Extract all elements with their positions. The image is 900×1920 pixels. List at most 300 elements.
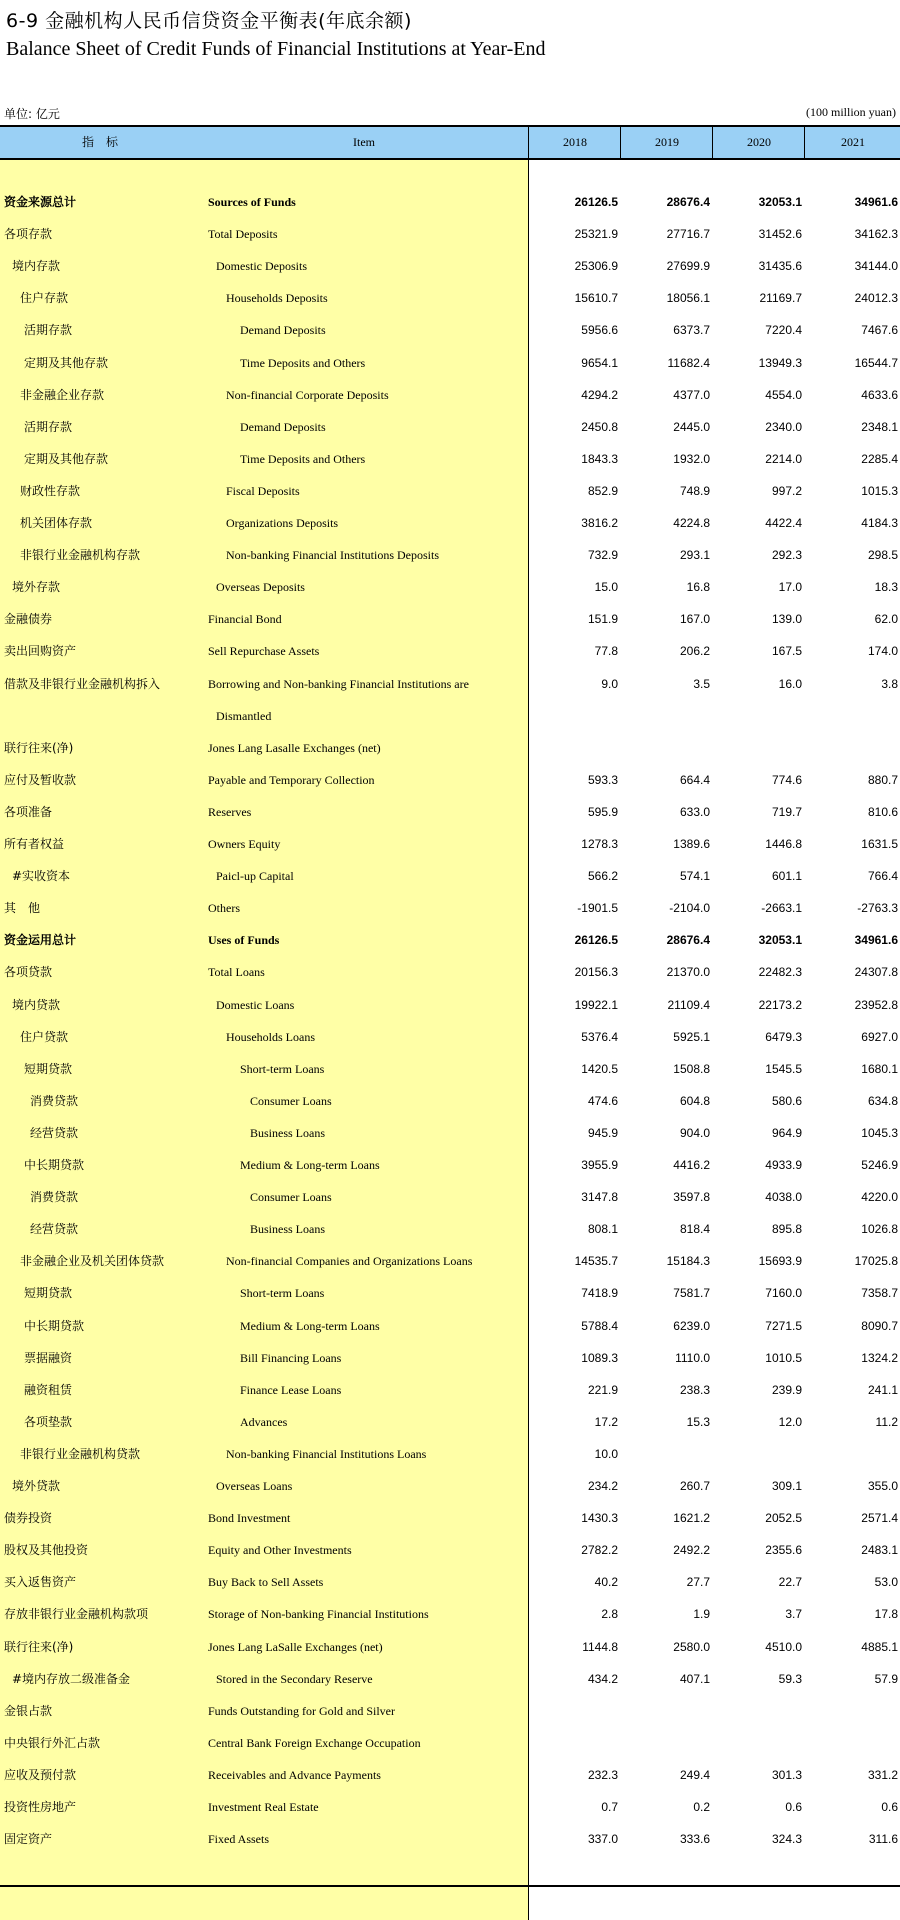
row-label-en: Non-banking Financial Institutions Loans <box>226 1446 427 1461</box>
row-label-cn: 非银行业金融机构存款 <box>20 548 141 563</box>
row-label-cn: 境内贷款 <box>12 997 61 1012</box>
table-row <box>0 924 900 956</box>
row-value-2020: 167.5 <box>771 644 802 659</box>
table-row <box>0 764 900 796</box>
row-label-cn: 股权及其他投资 <box>4 1543 89 1558</box>
row-value-2021: 7358.7 <box>861 1286 898 1301</box>
row-value-2020: 580.6 <box>771 1093 802 1108</box>
row-label-en: Investment Real Estate <box>208 1800 319 1814</box>
row-value-2020: 1446.8 <box>765 837 802 851</box>
row-value-2020: 17.0 <box>778 580 802 595</box>
row-value-2021: 7467.6 <box>861 323 898 338</box>
row-label-en: Households Loans <box>226 1029 315 1044</box>
table-row <box>0 571 900 603</box>
row-value-2019: 4224.8 <box>673 516 710 530</box>
row-label-cn: 买入返售资产 <box>4 1575 77 1590</box>
row-value-2019: 604.8 <box>679 1093 710 1108</box>
row-label-cn: 中央银行外汇占款 <box>4 1735 101 1750</box>
row-value-2019: 633.0 <box>679 804 710 819</box>
row-value-2019: 818.4 <box>679 1222 710 1237</box>
row-label-cn: 消费贷款 <box>30 1190 79 1205</box>
table-row <box>0 1791 900 1823</box>
row-value-2021: 23952.8 <box>854 997 898 1012</box>
row-label-en: Medium & Long-term Loans <box>240 1318 380 1333</box>
row-value-2018: 9.0 <box>601 676 618 691</box>
row-label-cn: 财政性存款 <box>20 483 81 498</box>
row-label-cn: 联行往来(净) <box>4 740 74 755</box>
row-value-2020 <box>712 700 802 732</box>
row-label-en: Non-financial Companies and Organizations Loans <box>226 1254 473 1269</box>
row-value-2019: 27.7 <box>686 1575 710 1590</box>
row-label-en: Time Deposits and Others <box>240 355 366 370</box>
row-label-cn: 各项贷款 <box>4 965 53 980</box>
table-row <box>0 218 900 250</box>
table-row <box>0 1695 900 1727</box>
table-row <box>0 1374 900 1406</box>
table-body <box>0 160 900 1920</box>
table-row <box>0 603 900 635</box>
row-label-en: Demand Deposits <box>240 323 326 338</box>
row-value-2018: 1089.3 <box>581 1350 618 1365</box>
row-value-2021: 880.7 <box>867 772 898 787</box>
row-label-cn: 非银行业金融机构贷款 <box>20 1446 141 1461</box>
table-row <box>0 443 900 475</box>
row-value-2021: 1631.5 <box>861 837 898 851</box>
row-label-en: Overseas Deposits <box>216 580 305 595</box>
row-value-2019: 167.0 <box>679 612 710 627</box>
row-value-2019: 2445.0 <box>673 419 710 434</box>
row-value-2021: 634.8 <box>867 1093 898 1108</box>
row-label-cn: 境外存款 <box>12 580 61 595</box>
row-value-2021: 57.9 <box>874 1671 898 1686</box>
row-value-2020: 15693.9 <box>758 1254 802 1269</box>
row-value-2020: 719.7 <box>771 804 802 819</box>
row-value-2020: 309.1 <box>771 1479 802 1493</box>
row-value-2020: 21169.7 <box>759 291 802 306</box>
row-label-en: Jones Lang Lasalle Exchanges (net) <box>208 740 381 755</box>
row-value-2021: 1045.3 <box>861 1125 898 1140</box>
row-value-2018: 3147.8 <box>581 1190 618 1205</box>
table-row <box>0 700 900 732</box>
row-label-en: Payable and Temporary Collection <box>208 772 375 787</box>
row-value-2020: 1010.5 <box>765 1350 802 1365</box>
row-value-2018: 4294.2 <box>581 387 618 402</box>
row-value-2018: 10.0 <box>594 1446 618 1461</box>
row-value-2021: 2348.1 <box>861 419 898 434</box>
row-label-en: Non-banking Financial Institutions Deposits <box>226 548 439 563</box>
row-value-2018: 852.9 <box>587 483 618 498</box>
table-row <box>0 1245 900 1277</box>
row-value-2018: 1144.8 <box>582 1639 618 1654</box>
header-year-2020: 2020 <box>712 127 805 158</box>
table-header <box>0 125 900 160</box>
row-value-2021: 24307.8 <box>854 965 898 980</box>
row-value-2020: 22.7 <box>778 1575 802 1590</box>
row-label-en: Receivables and Advance Payments <box>208 1767 381 1782</box>
row-value-2018: 15.0 <box>594 580 618 595</box>
row-value-2021: 34961.6 <box>854 933 898 948</box>
row-value-2019: 2492.2 <box>673 1543 710 1558</box>
row-value-2018: 14535.7 <box>574 1254 618 1269</box>
table-row <box>0 1021 900 1053</box>
row-label-cn: 固定资产 <box>4 1832 53 1847</box>
row-value-2019: 27699.9 <box>666 259 710 274</box>
row-label-cn: 中长期贷款 <box>24 1318 85 1333</box>
row-value-2021: 18.3 <box>874 580 898 595</box>
row-value-2019: 28676.4 <box>666 195 710 209</box>
row-label-en: Households Deposits <box>226 291 328 306</box>
row-label-cn: 经营贷款 <box>30 1222 79 1237</box>
row-value-2018: 732.9 <box>587 548 618 563</box>
row-value-2019: 1932.0 <box>673 451 710 466</box>
row-value-2020: 22482.3 <box>758 965 802 980</box>
header-year-2019: 2019 <box>620 127 713 158</box>
row-value-2021: 17025.8 <box>854 1254 898 1269</box>
row-value-2018: -1901.5 <box>577 901 618 916</box>
row-value-2018: 7418.9 <box>581 1286 618 1301</box>
row-value-2021: 1026.8 <box>861 1222 898 1237</box>
row-value-2018: 17.2 <box>594 1414 618 1429</box>
row-value-2021 <box>808 1727 898 1759</box>
row-value-2018: 1843.3 <box>581 451 618 466</box>
row-value-2019: 293.1 <box>679 548 710 563</box>
row-value-2021: 34144.0 <box>854 259 898 274</box>
row-value-2021 <box>808 1695 898 1727</box>
row-value-2020: 4510.0 <box>765 1639 802 1654</box>
table-row <box>0 475 900 507</box>
row-value-2021: 24012.3 <box>854 291 898 306</box>
row-value-2018: 593.3 <box>587 772 618 787</box>
row-value-2020: 964.9 <box>771 1125 802 1140</box>
row-value-2020: 239.9 <box>771 1382 802 1397</box>
row-label-cn: 定期及其他存款 <box>24 355 109 370</box>
table-row <box>0 411 900 443</box>
row-value-2018: 2782.2 <box>581 1543 618 1558</box>
row-label-en: Medium & Long-term Loans <box>240 1158 380 1172</box>
row-label-cn: 住户贷款 <box>20 1029 69 1044</box>
table-row <box>0 1149 900 1181</box>
row-label-en: Uses of Funds <box>208 933 280 948</box>
row-value-2018: 25306.9 <box>574 259 618 274</box>
row-value-2019: 27716.7 <box>666 227 710 242</box>
row-value-2021: 4184.3 <box>861 516 898 530</box>
table-bottom-rule <box>0 1885 900 1887</box>
table-row <box>0 1598 900 1630</box>
row-label-cn: 票据融资 <box>24 1350 73 1365</box>
row-value-2021: 5246.9 <box>861 1158 898 1172</box>
row-label-cn: 中长期贷款 <box>24 1158 85 1172</box>
row-value-2021: 241.1 <box>867 1382 898 1397</box>
row-value-2020: 601.1 <box>771 869 802 884</box>
row-value-2019: 574.1 <box>679 869 710 884</box>
row-value-2020: -2663.1 <box>761 901 802 916</box>
row-label-cn: 非金融企业存款 <box>20 387 105 402</box>
row-label-en: Paicl-up Capital <box>216 869 294 884</box>
row-value-2019: 1389.6 <box>673 837 710 851</box>
row-value-2020: 32053.1 <box>758 195 802 209</box>
row-value-2020: 31452.6 <box>758 227 802 242</box>
row-value-2021: 4885.1 <box>861 1639 898 1654</box>
table-row <box>0 250 900 282</box>
table-row <box>0 379 900 411</box>
row-label-en: Sell Repurchase Assets <box>208 644 320 659</box>
row-value-2018 <box>528 1727 618 1759</box>
row-value-2018: 595.9 <box>587 804 618 819</box>
row-value-2021: 34961.6 <box>854 195 898 209</box>
row-value-2019: 28676.4 <box>666 933 710 948</box>
row-value-2021: 53.0 <box>874 1575 898 1590</box>
row-value-2020: 292.3 <box>771 548 802 563</box>
row-value-2019: 16.8 <box>686 580 710 595</box>
row-value-2018: 5788.4 <box>581 1318 618 1333</box>
table-row <box>0 1438 900 1470</box>
row-label-cn: 经营贷款 <box>30 1125 79 1140</box>
row-value-2020: 895.8 <box>771 1222 802 1237</box>
row-value-2020: 7271.5 <box>765 1318 802 1333</box>
row-value-2020 <box>712 1727 802 1759</box>
table-row <box>0 828 900 860</box>
row-label-cn: 机关团体存款 <box>20 516 93 530</box>
row-value-2021: 766.4 <box>867 869 898 884</box>
table-row <box>0 668 900 700</box>
row-value-2018: 5376.4 <box>581 1029 618 1044</box>
row-value-2021: 174.0 <box>867 644 898 659</box>
row-value-2020: 997.2 <box>771 483 802 498</box>
row-label-cn: 融资租赁 <box>24 1382 73 1397</box>
row-value-2018: 1430.3 <box>581 1511 618 1526</box>
row-label-en: Total Loans <box>208 965 265 980</box>
row-value-2018: 26126.5 <box>574 933 618 948</box>
row-label-en: Domestic Deposits <box>216 259 307 274</box>
row-value-2019: 5925.1 <box>673 1029 710 1044</box>
row-value-2020: 7220.4 <box>765 323 802 338</box>
row-value-2021: 16544.7 <box>854 355 898 370</box>
row-value-2020 <box>712 1695 802 1727</box>
table-row <box>0 1502 900 1534</box>
table-row <box>0 956 900 988</box>
header-year-2018: 2018 <box>528 127 621 158</box>
table-row <box>0 1181 900 1213</box>
row-value-2021: -2763.3 <box>857 901 898 916</box>
row-value-2018: 77.8 <box>594 644 618 659</box>
row-value-2019: 1110.0 <box>675 1350 710 1365</box>
row-value-2019: 7581.7 <box>673 1286 710 1301</box>
row-value-2021: 0.6 <box>881 1800 898 1814</box>
row-label-en: Consumer Loans <box>250 1190 332 1205</box>
row-value-2018: 566.2 <box>587 869 618 884</box>
row-value-2021 <box>808 1438 898 1470</box>
row-value-2020: 4422.4 <box>765 516 802 530</box>
row-label-en: Fiscal Deposits <box>226 483 300 498</box>
table-row <box>0 1277 900 1309</box>
row-value-2019: 1621.2 <box>673 1511 710 1526</box>
row-value-2019: 15184.3 <box>666 1254 710 1269</box>
row-label-cn: 卖出回购资产 <box>4 644 77 659</box>
page-title-cn: 6-9 金融机构人民币信贷资金平衡表(年底余额) <box>6 10 412 32</box>
table-row <box>0 1566 900 1598</box>
row-label-en: Reserves <box>208 804 252 819</box>
row-value-2018: 337.0 <box>587 1832 618 1847</box>
table-row <box>0 282 900 314</box>
row-value-2019: 4377.0 <box>673 387 710 402</box>
row-label-en: Sources of Funds <box>208 195 296 209</box>
row-label-en: Central Bank Foreign Exchange Occupation <box>208 1735 421 1750</box>
row-label-cn: 短期贷款 <box>24 1286 73 1301</box>
row-value-2021: 1324.2 <box>861 1350 898 1365</box>
row-value-2020: 2340.0 <box>765 419 802 434</box>
row-label-cn: 活期存款 <box>24 419 73 434</box>
row-label-en: Overseas Loans <box>216 1479 293 1493</box>
row-value-2019 <box>620 700 710 732</box>
balance-sheet-table <box>0 125 900 1920</box>
row-value-2018: 221.9 <box>587 1382 618 1397</box>
row-label-en: Bond Investment <box>208 1511 291 1526</box>
row-label-en: Fixed Assets <box>208 1832 270 1847</box>
row-value-2018: 5956.6 <box>581 323 618 338</box>
row-value-2018: 151.9 <box>587 612 618 627</box>
row-label-cn: #实收资本 <box>12 869 71 884</box>
row-value-2019: 21370.0 <box>666 965 710 980</box>
row-label-en: Others <box>208 901 240 916</box>
table-row <box>0 1117 900 1149</box>
row-value-2019: 3.5 <box>693 676 710 691</box>
table-row <box>0 1663 900 1695</box>
row-label-cn: 境外贷款 <box>12 1479 61 1493</box>
row-label-cn: 消费贷款 <box>30 1093 79 1108</box>
row-value-2018: 2.8 <box>601 1607 618 1622</box>
table-row <box>0 1406 900 1438</box>
row-value-2018: 26126.5 <box>574 195 618 209</box>
header-indicator: 指 标 <box>81 135 118 149</box>
row-label-cn: 各项存款 <box>4 227 53 242</box>
row-value-2018 <box>528 1695 618 1727</box>
table-row <box>0 186 900 218</box>
row-label-en: Demand Deposits <box>240 419 326 434</box>
table-row <box>0 1053 900 1085</box>
row-value-2018: 3955.9 <box>581 1158 618 1172</box>
row-value-2018: 19922.1 <box>574 997 618 1012</box>
row-label-cn: 债券投资 <box>4 1511 53 1526</box>
row-value-2019: 21109.4 <box>667 997 710 1012</box>
row-value-2018: 1420.5 <box>581 1061 618 1076</box>
row-value-2019: 15.3 <box>686 1414 710 1429</box>
row-value-2019: 249.4 <box>679 1767 710 1782</box>
row-value-2019: 407.1 <box>679 1671 710 1686</box>
row-value-2018: 232.3 <box>587 1767 618 1782</box>
row-value-2020 <box>712 732 802 764</box>
table-row <box>0 892 900 924</box>
row-label-cn: 投资性房地产 <box>4 1800 77 1814</box>
row-label-cn: 资金来源总计 <box>4 195 77 209</box>
row-value-2018 <box>528 732 618 764</box>
table-row <box>0 1727 900 1759</box>
row-value-2019: 238.3 <box>679 1382 710 1397</box>
row-value-2019: 206.2 <box>679 644 710 659</box>
row-label-en: Jones Lang LaSalle Exchanges (net) <box>208 1639 383 1654</box>
row-value-2020: 16.0 <box>778 676 802 691</box>
row-value-2020: 4554.0 <box>765 387 802 402</box>
row-label-cn: 定期及其他存款 <box>24 451 109 466</box>
row-value-2020 <box>712 1438 802 1470</box>
row-label-en: Consumer Loans <box>250 1093 332 1108</box>
row-value-2021 <box>808 700 898 732</box>
table-row <box>0 635 900 667</box>
row-value-2019: 333.6 <box>679 1832 710 1847</box>
row-label-cn: 短期贷款 <box>24 1061 73 1076</box>
row-value-2021: 8090.7 <box>861 1318 898 1333</box>
table-row <box>0 539 900 571</box>
table-row <box>0 314 900 346</box>
row-label-en: Storage of Non-banking Financial Institutions <box>208 1607 429 1622</box>
row-label-en: Funds Outstanding for Gold and Silver <box>208 1703 395 1718</box>
table-row <box>0 1085 900 1117</box>
row-value-2020: 324.3 <box>771 1832 802 1847</box>
row-label-en: Total Deposits <box>208 227 278 242</box>
table-row <box>0 860 900 892</box>
row-label-en: Domestic Loans <box>216 997 295 1012</box>
row-value-2019: 1.9 <box>693 1607 710 1622</box>
row-value-2020: 59.3 <box>778 1671 802 1686</box>
page-title-en: Balance Sheet of Credit Funds of Financial Institutions at Year-End <box>6 38 546 60</box>
row-label-en: Borrowing and Non-banking Financial Institutions are <box>208 676 469 691</box>
table-row <box>0 1342 900 1374</box>
row-value-2020: 301.3 <box>771 1767 802 1782</box>
row-label-cn: 联行往来(净) <box>4 1639 74 1654</box>
row-value-2020: 2052.5 <box>765 1511 802 1526</box>
row-label-en: Equity and Other Investments <box>208 1543 352 1558</box>
row-value-2020: 4038.0 <box>765 1190 802 1205</box>
row-value-2019: 260.7 <box>679 1479 710 1493</box>
row-value-2018: 9654.1 <box>581 355 618 370</box>
row-label-cn: 活期存款 <box>24 323 73 338</box>
row-value-2019 <box>620 732 710 764</box>
table-row <box>0 1213 900 1245</box>
row-value-2021: 62.0 <box>874 612 898 627</box>
row-value-2018: 0.7 <box>601 1800 618 1814</box>
row-value-2019: 11682.4 <box>667 355 710 370</box>
table-row <box>0 989 900 1021</box>
row-value-2019: 6373.7 <box>673 323 710 338</box>
table-row <box>0 1759 900 1791</box>
row-label-en: Stored in the Secondary Reserve <box>216 1671 373 1686</box>
row-value-2019: 1508.8 <box>673 1061 710 1076</box>
row-label-en: Bill Financing Loans <box>240 1350 342 1365</box>
row-label-en: Short-term Loans <box>240 1061 325 1076</box>
row-value-2018: 25321.9 <box>574 227 618 242</box>
row-value-2019: 2580.0 <box>673 1639 710 1654</box>
row-value-2021: 11.2 <box>875 1414 898 1429</box>
row-value-2018: 40.2 <box>594 1575 618 1590</box>
row-value-2019 <box>620 1727 710 1759</box>
row-value-2019: 748.9 <box>679 483 710 498</box>
row-label-cn: 其 他 <box>4 901 41 916</box>
row-value-2021: 17.8 <box>874 1607 898 1622</box>
row-value-2018: 3816.2 <box>581 516 618 530</box>
row-value-2018: 808.1 <box>587 1222 618 1237</box>
header-item: Item <box>353 135 375 149</box>
row-value-2018: 474.6 <box>587 1093 618 1108</box>
row-label-cn: 各项准备 <box>4 804 53 819</box>
row-value-2021: 3.8 <box>881 676 898 691</box>
row-label-cn: 金融债券 <box>4 612 53 627</box>
row-label-cn: 借款及非银行业金融机构拆入 <box>4 676 161 691</box>
row-label-en: Dismantled <box>216 708 272 723</box>
row-value-2020: 774.6 <box>771 772 802 787</box>
row-value-2020: 7160.0 <box>765 1286 802 1301</box>
row-label-en: Business Loans <box>250 1222 325 1237</box>
row-label-en: Organizations Deposits <box>226 516 339 530</box>
row-value-2021: 355.0 <box>867 1479 898 1493</box>
